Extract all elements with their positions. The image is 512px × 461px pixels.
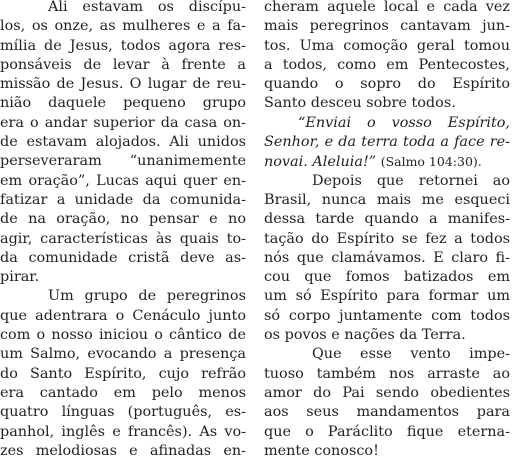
text-line: agir, características às quais to-: [0, 230, 246, 247]
text-line: tos. Uma comoção geral tomou: [264, 37, 510, 54]
quote-line: “Enviai o vosso Espírito,: [298, 114, 510, 131]
text-line: Ali estavam os discípu-: [48, 0, 246, 15]
left-column: [0, 0, 246, 461]
text-line: dessa tarde quando a manifes-: [264, 211, 510, 228]
right-column: [264, 0, 510, 461]
text-line: fatizar a unidade da comunida-: [0, 191, 246, 208]
text-line: amor do Pai sendo obedientes: [264, 384, 510, 401]
text-line: quando o sopro do Espírito: [264, 76, 510, 93]
text-line: Santo desceu sobre todos.: [264, 95, 456, 112]
text-line: com o nosso iniciou o cântico de: [0, 327, 246, 344]
text-line: tação do Espírito se fez a todos: [264, 230, 510, 247]
text-line: Um grupo de peregrinos: [48, 288, 246, 305]
text-line: Depois que retornei ao: [312, 172, 510, 189]
text-line: tuoso também nos arraste ao: [264, 365, 510, 382]
text-line: da comunidade cristã deve as-: [0, 249, 246, 266]
text-line: os povos e nações da Terra.: [264, 327, 466, 344]
text-line: um só Espírito para formar um: [264, 288, 510, 305]
text-line: que adentrara o Cenáculo junto: [0, 307, 246, 324]
text-line: em oração”, Lucas aqui quer en-: [0, 172, 246, 189]
text-line: era cantado em pelo menos: [0, 384, 246, 401]
text-line: mília de Jesus, todos agora res-: [0, 37, 246, 54]
quote-last-line: [264, 152, 510, 171]
text-line: mente conosco!: [264, 442, 379, 459]
quote-text: novai. Aleluia!”: [264, 154, 377, 171]
text-line: aos seus mandamentos para: [264, 404, 510, 421]
text-line: quatro línguas (português, es-: [0, 404, 246, 421]
text-line: do Santo Espírito, cujo refrão: [0, 365, 246, 382]
psalm-reference: (Salmo 104:30).: [380, 154, 482, 170]
text-line: de na oração, no pensar e no: [0, 211, 246, 228]
text-line: Brasil, nunca mais me esqueci: [264, 191, 510, 208]
text-line: perseveraram “unanimemente: [0, 153, 246, 170]
text-line: panhol, inglês e francês). As vo-: [0, 423, 246, 440]
text-line: mais peregrinos cantavam jun-: [264, 18, 510, 35]
text-line: só corpo juntamente com todos: [264, 307, 510, 324]
text-line: pirar.: [0, 269, 40, 286]
text-line: nós que clamávamos. E claro fi-: [264, 249, 510, 266]
text-line: nião daquele pequeno grupo: [0, 95, 246, 112]
text-line: de estavam alojados. Ali unidos: [0, 134, 246, 151]
text-line: zes melodiosas e afinadas en-: [0, 442, 246, 459]
text-line: um Salmo, evocando a presença: [0, 346, 246, 363]
text-line: a todos, como em Pentecostes,: [264, 56, 510, 73]
text-line: Que esse vento impe-: [312, 346, 510, 363]
text-line: los, os onze, as mulheres e a fa-: [0, 18, 246, 35]
quote-line: Senhor, e da terra toda a face re-: [264, 134, 510, 151]
text-line: que o Paráclito fique eterna-: [264, 423, 510, 440]
text-line: cou que fomos batizados em: [264, 269, 510, 286]
text-line: cheram aquele local e cada vez: [264, 0, 510, 15]
text-line: ponsáveis de levar à frente a: [0, 56, 246, 73]
text-line: era o andar superior da casa on-: [0, 114, 246, 131]
text-line: missão de Jesus. O lugar de reu-: [0, 76, 246, 93]
